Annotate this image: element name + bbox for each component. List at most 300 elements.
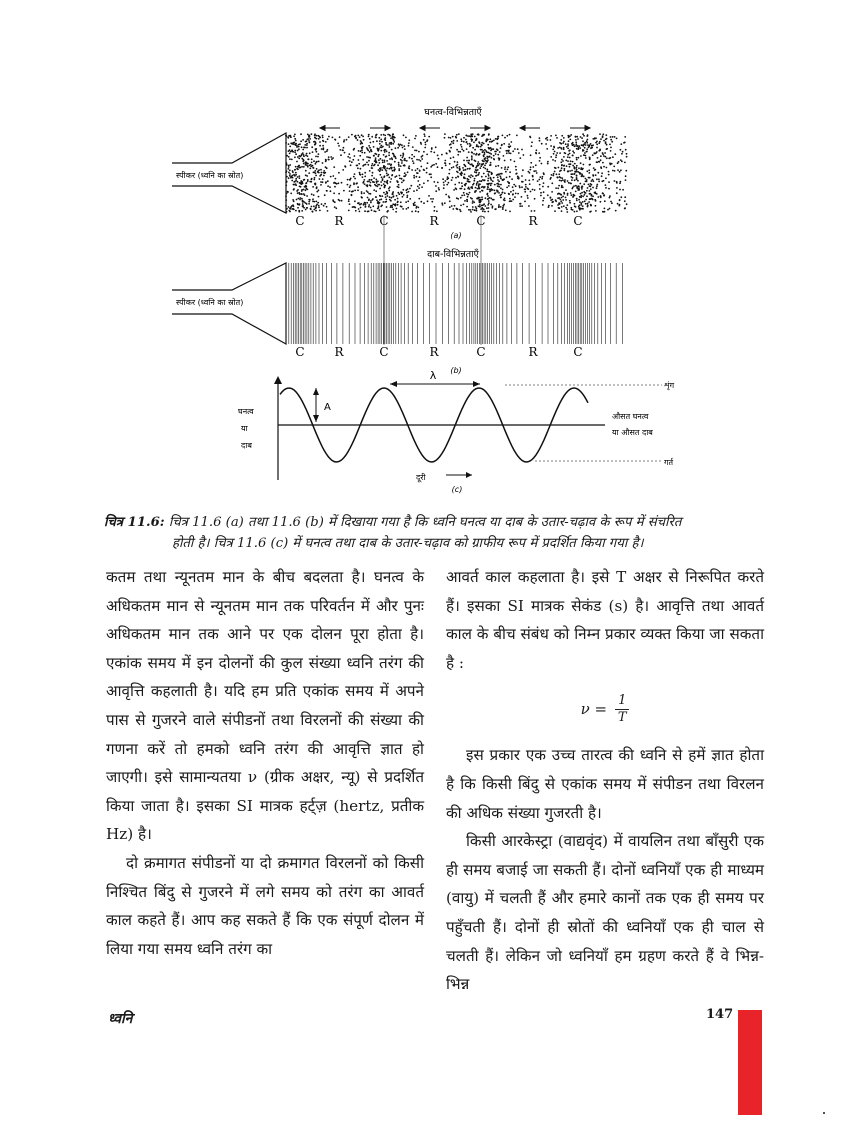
particle-dot <box>324 194 326 196</box>
particle-dot <box>476 138 478 140</box>
particle-dot <box>543 197 545 199</box>
particle-dot <box>509 200 511 202</box>
particle-dot <box>373 155 375 157</box>
particle-dot <box>403 134 405 136</box>
right-column <box>446 563 764 999</box>
particle-dot <box>288 210 290 212</box>
particle-dot <box>444 160 446 162</box>
particle-dot <box>461 146 463 148</box>
particle-dot <box>352 159 354 161</box>
particle-dot <box>594 138 596 140</box>
particle-dot <box>467 135 469 137</box>
particle-dot <box>388 188 390 190</box>
particle-dot <box>294 156 296 158</box>
particle-dot <box>507 166 509 168</box>
particle-dot <box>513 184 515 186</box>
particle-dot <box>411 154 413 156</box>
particle-dot <box>585 155 587 157</box>
particle-dot <box>483 158 485 160</box>
particle-dot <box>318 138 320 140</box>
particle-dot <box>451 141 453 143</box>
particle-dot <box>456 208 458 210</box>
particle-dot <box>612 170 614 172</box>
particle-dot <box>556 176 558 178</box>
particle-dot <box>435 185 437 187</box>
particle-dot <box>614 136 616 138</box>
particle-dot <box>315 201 317 203</box>
particle-dot <box>448 173 450 175</box>
particle-dot <box>529 169 531 171</box>
particle-dot <box>471 157 473 159</box>
particle-dot <box>435 146 437 148</box>
particle-dot <box>596 178 598 180</box>
particle-dot <box>318 205 320 207</box>
caption-line-1: चित्र 11.6 (a) तथा 11.6 (b) में दिखाया गया है कि ध्वनि घनत्व या दाब के उतार-चढ़ाव के रूप में संचरित <box>168 515 682 530</box>
particle-dot <box>344 152 346 154</box>
particle-dot <box>314 141 316 143</box>
particle-dot <box>396 195 398 197</box>
particle-dot <box>444 133 446 135</box>
particle-dot <box>286 211 288 213</box>
y-label-2: या <box>241 424 248 433</box>
particle-dot <box>306 207 308 209</box>
direction-arrow-icon <box>420 126 425 131</box>
particle-dot <box>288 172 290 174</box>
particle-dot <box>483 203 485 205</box>
particle-dot <box>564 181 566 183</box>
particle-dot <box>348 199 350 201</box>
particle-dot <box>530 166 532 168</box>
particle-dot <box>490 179 492 181</box>
particle-dot <box>482 160 484 162</box>
particle-dot <box>463 164 465 166</box>
particle-dot <box>461 188 463 190</box>
particle-dot <box>392 138 394 140</box>
particle-dot <box>374 184 376 186</box>
cr-labels-b <box>295 345 582 359</box>
particle-dot <box>542 186 544 188</box>
particle-dot <box>481 149 483 151</box>
particle-dot <box>315 210 317 212</box>
particle-dot <box>566 204 568 206</box>
particle-dot <box>581 137 583 139</box>
particle-dot <box>292 199 294 201</box>
particle-dot <box>393 167 395 169</box>
particle-dot <box>603 155 605 157</box>
particle-dot <box>521 205 523 207</box>
particle-dot <box>515 173 517 175</box>
particle-dot <box>576 175 578 177</box>
sub-label-a: (a) <box>450 231 462 240</box>
particle-dot <box>490 184 492 186</box>
particle-dot <box>305 164 307 166</box>
particle-dot <box>383 183 385 185</box>
particle-dot <box>318 196 320 198</box>
particle-dot <box>578 189 580 191</box>
particle-dot <box>598 178 600 180</box>
particle-dot <box>485 197 487 199</box>
particle-dot <box>617 203 619 205</box>
formula-numerator: 1 <box>615 693 629 710</box>
particle-dot <box>574 211 576 213</box>
particle-dot <box>461 195 463 197</box>
particle-dot <box>373 181 375 183</box>
particle-dot <box>608 188 610 190</box>
particle-dot <box>505 150 507 152</box>
particle-dot <box>548 205 550 207</box>
particle-dot <box>306 188 308 190</box>
particle-dot <box>580 193 582 195</box>
particle-dot <box>424 142 426 144</box>
particle-dot <box>323 140 325 142</box>
particle-dot <box>539 176 541 178</box>
particle-dot <box>370 142 372 144</box>
particle-dot <box>381 185 383 187</box>
particle-dot <box>449 169 451 171</box>
particle-dot <box>454 205 456 207</box>
particle-dot <box>579 201 581 203</box>
particle-dot <box>619 204 621 206</box>
particle-dot <box>343 147 345 149</box>
particle-dot <box>360 143 362 145</box>
particle-dot <box>490 198 492 200</box>
particle-dot <box>409 198 411 200</box>
particle-dot <box>572 165 574 167</box>
particle-dot <box>559 180 561 182</box>
particle-dot <box>552 175 554 177</box>
particle-dot <box>387 174 389 176</box>
particle-dot <box>391 207 393 209</box>
particle-dot <box>290 151 292 153</box>
particle-dot <box>580 204 582 206</box>
particle-dot <box>432 198 434 200</box>
particle-dot <box>391 205 393 207</box>
particle-dot <box>532 175 534 177</box>
particle-dot <box>569 166 571 168</box>
particle-dot <box>358 208 360 210</box>
particle-dot <box>375 161 377 163</box>
particle-dot <box>355 210 357 212</box>
particle-dot <box>592 174 594 176</box>
particle-dot <box>622 189 624 191</box>
particle-dot <box>576 186 578 188</box>
particle-dot <box>489 197 491 199</box>
particle-dot <box>484 164 486 166</box>
particle-dot <box>504 137 506 139</box>
particle-dot <box>315 156 317 158</box>
particle-dot <box>561 148 563 150</box>
particle-dot <box>413 204 415 206</box>
particle-dot <box>460 144 462 146</box>
particle-dot <box>348 153 350 155</box>
particle-dot <box>487 195 489 197</box>
particle-dot <box>465 141 467 143</box>
particle-dot <box>328 136 330 138</box>
particle-dot <box>349 203 351 205</box>
particle-dot <box>373 177 375 179</box>
particle-dot <box>591 145 593 147</box>
particle-dot <box>531 145 533 147</box>
particle-dot <box>312 198 314 200</box>
particle-dot <box>315 172 317 174</box>
particle-dot <box>400 165 402 167</box>
particle-dot <box>481 186 483 188</box>
particle-dot <box>559 199 561 201</box>
particle-dot <box>393 136 395 138</box>
particle-dot <box>458 133 460 135</box>
particle-dot <box>292 142 294 144</box>
particle-dot <box>455 187 457 189</box>
particle-dot <box>444 202 446 204</box>
particle-dot <box>292 151 294 153</box>
particle-dot <box>295 166 297 168</box>
particle-dot <box>296 146 298 148</box>
left-column <box>106 563 424 963</box>
particle-dot <box>448 182 450 184</box>
particle-dot <box>351 191 353 193</box>
particle-dot <box>337 143 339 145</box>
particle-dot <box>479 163 481 165</box>
particle-dot <box>402 157 404 159</box>
particle-dot <box>431 147 433 149</box>
crest-label: शृंग <box>664 381 675 390</box>
particle-dot <box>492 199 494 201</box>
particle-dot <box>476 184 478 186</box>
particle-dot <box>474 136 476 138</box>
particle-dot <box>353 206 355 208</box>
particle-dot <box>394 156 396 158</box>
particle-dot <box>542 200 544 202</box>
particle-dot <box>467 196 469 198</box>
particle-dot <box>331 158 333 160</box>
particle-dot <box>395 147 397 149</box>
particle-dot <box>514 196 516 198</box>
particle-dot <box>500 184 502 186</box>
particle-dot <box>375 196 377 198</box>
particle-dot <box>289 169 291 171</box>
particle-dot <box>557 197 559 199</box>
particle-dot <box>491 183 493 185</box>
particle-dot <box>362 173 364 175</box>
particle-dot <box>449 206 451 208</box>
particle-dot <box>477 165 479 167</box>
particle-dot <box>558 185 560 187</box>
particle-dot <box>464 185 466 187</box>
particle-dot <box>586 142 588 144</box>
particle-dot <box>551 182 553 184</box>
particle-dot <box>400 191 402 193</box>
particle-dot <box>575 191 577 193</box>
particle-dot <box>302 149 304 151</box>
particle-dot <box>487 188 489 190</box>
particle-dot <box>319 210 321 212</box>
particle-dot <box>306 139 308 141</box>
particle-dot <box>381 169 383 171</box>
particle-dot <box>386 172 388 174</box>
particle-dot <box>592 179 594 181</box>
particle-dot <box>303 166 305 168</box>
particle-dot <box>561 167 563 169</box>
particle-dot <box>484 205 486 207</box>
particle-dot <box>606 157 608 159</box>
particle-dot <box>469 168 471 170</box>
particle-dot <box>602 136 604 138</box>
particle-dot <box>385 196 387 198</box>
particle-dot <box>303 189 305 191</box>
particle-dot <box>510 153 512 155</box>
particle-dot <box>495 151 497 153</box>
particle-dot <box>463 192 465 194</box>
particle-dot <box>334 186 336 188</box>
particle-dot <box>492 180 494 182</box>
particle-dot <box>585 199 587 201</box>
particle-dot <box>541 143 543 145</box>
particle-dot <box>561 206 563 208</box>
particle-dot <box>420 201 422 203</box>
particle-dot <box>467 188 469 190</box>
particle-dot <box>385 199 387 201</box>
particle-dot <box>578 157 580 159</box>
particle-dot <box>487 178 489 180</box>
particle-dot <box>386 170 388 172</box>
particle-dot <box>458 182 460 184</box>
particle-dot <box>509 145 511 147</box>
particle-dot <box>377 155 379 157</box>
particle-dot <box>306 144 308 146</box>
particle-dot <box>590 198 592 200</box>
particle-dot <box>473 201 475 203</box>
particle-dot <box>497 138 499 140</box>
particle-dot <box>339 136 341 138</box>
particle-dot <box>327 185 329 187</box>
particle-dot <box>543 173 545 175</box>
particle-dot <box>577 138 579 140</box>
particle-dot <box>301 158 303 160</box>
particle-dot <box>321 203 323 205</box>
particle-dot <box>400 201 402 203</box>
particle-dot <box>326 150 328 152</box>
particle-dot <box>483 143 485 145</box>
particle-dot <box>580 136 582 138</box>
particle-dot <box>480 146 482 148</box>
particle-dot <box>353 149 355 151</box>
particle-dot <box>589 211 591 213</box>
particle-dot <box>299 143 301 145</box>
particle-dot <box>313 160 315 162</box>
particle-dot <box>402 208 404 210</box>
particle-dot <box>501 192 503 194</box>
particle-dot <box>327 180 329 182</box>
particle-dot <box>606 144 608 146</box>
particle-dot <box>423 169 425 171</box>
particle-dot <box>291 159 293 161</box>
particle-dot <box>320 184 322 186</box>
particle-dot <box>569 153 571 155</box>
particle-dot <box>302 200 304 202</box>
particle-dot <box>406 196 408 198</box>
particle-dot <box>523 154 525 156</box>
particle-dot <box>298 175 300 177</box>
particle-dot <box>558 167 560 169</box>
particle-dot <box>445 165 447 167</box>
particle-dot <box>451 167 453 169</box>
particle-dot <box>370 193 372 195</box>
particle-dot <box>375 136 377 138</box>
particle-dot <box>353 176 355 178</box>
particle-dot <box>441 202 443 204</box>
paragraph: किसी आरकेस्ट्रा (वाद्यवृंद) में वायलिन तथा बाँसुरी एक ही समय बजाई जा सकती हैं। दोनों ध्वनियाँ एक ही माध्यम (वायु) में चलती हैं और हमारे कानों तक एक ही समय पर पहुँचती हैं। दोनों ही स्रोतों की ध्वनियाँ एक ही चाल से चलती हैं। लेकिन जो ध्वनियाँ हम ग्रहण करते हैं वे भिन्न-भिन्न <box>446 832 764 994</box>
particle-dot <box>572 155 574 157</box>
particle-dot <box>412 146 414 148</box>
particle-dot <box>511 200 513 202</box>
particle-dot <box>446 184 448 186</box>
particle-dot <box>296 199 298 201</box>
particle-dot <box>339 149 341 151</box>
particle-dot <box>569 170 571 172</box>
particle-dot <box>486 140 488 142</box>
particle-dot <box>311 158 313 160</box>
wavelength-symbol: λ <box>429 369 437 382</box>
particle-dot <box>473 180 475 182</box>
particle-dot <box>473 153 475 155</box>
particle-dot <box>317 156 319 158</box>
particle-dot <box>332 175 334 177</box>
particle-dot <box>425 144 427 146</box>
particle-dot <box>393 154 395 156</box>
particle-dot <box>305 185 307 187</box>
particle-dot <box>311 206 313 208</box>
particle-dot <box>411 158 413 160</box>
particle-dot <box>517 148 519 150</box>
particle-dot <box>325 181 327 183</box>
particle-dot <box>386 206 388 208</box>
particle-dot <box>365 206 367 208</box>
particle-dot <box>368 198 370 200</box>
particle-dot <box>285 142 287 144</box>
particle-dot <box>426 154 428 156</box>
particle-dot <box>369 151 371 153</box>
particle-dot <box>433 152 435 154</box>
particle-dot <box>291 180 293 182</box>
particle-dot <box>471 198 473 200</box>
particle-dot <box>581 175 583 177</box>
particle-dot <box>585 144 587 146</box>
particle-dot <box>567 194 569 196</box>
particle-dot <box>450 137 452 139</box>
particle-dot <box>305 170 307 172</box>
particle-dot <box>557 187 559 189</box>
particle-dot <box>535 152 537 154</box>
particle-dot <box>293 181 295 183</box>
particle-dot <box>624 136 626 138</box>
particle-dot <box>304 194 306 196</box>
particle-dot <box>387 163 389 165</box>
particle-dot <box>463 194 465 196</box>
particle-dot <box>605 138 607 140</box>
particle-dot <box>398 165 400 167</box>
particle-dot <box>594 199 596 201</box>
particle-dot <box>615 210 617 212</box>
particle-dot <box>385 201 387 203</box>
particle-dot <box>407 171 409 173</box>
particle-dot <box>491 141 493 143</box>
particle-dot <box>603 140 605 142</box>
particle-dot <box>426 172 428 174</box>
particle-dot <box>357 135 359 137</box>
particle-dot <box>576 177 578 179</box>
particle-dot <box>308 203 310 205</box>
particle-dot <box>532 179 534 181</box>
